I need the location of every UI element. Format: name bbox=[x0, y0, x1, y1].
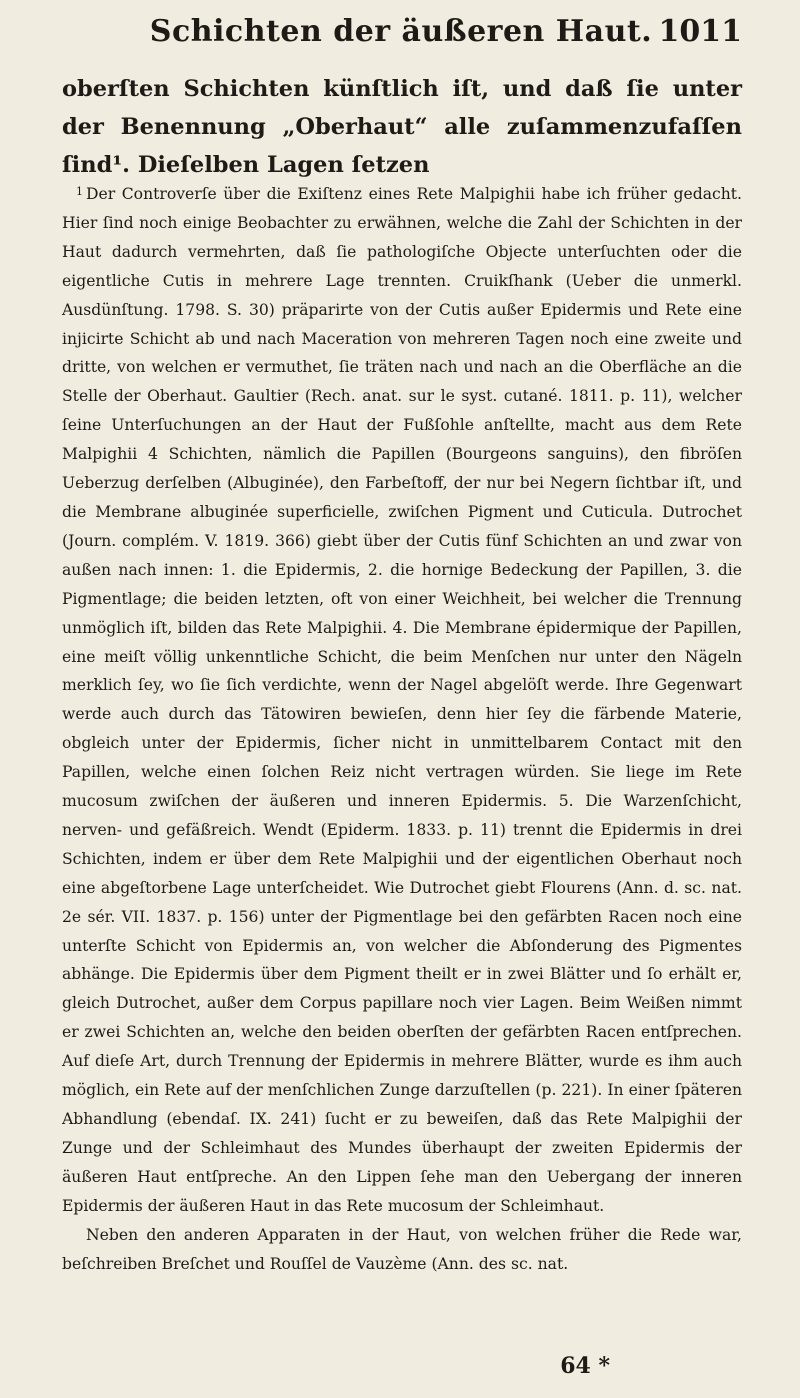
running-title: Schichten der äußeren Haut. bbox=[149, 14, 653, 49]
footnote-paragraph-2: Neben den anderen Apparaten in der Haut, von welchen früher die Rede war, beſchreiben Breſchet und Rouſſel de Vauzème (Ann. des sc. nat. bbox=[62, 1225, 742, 1273]
sheet-signature: 64 * bbox=[560, 1353, 610, 1379]
page-number: 1011 bbox=[658, 14, 742, 49]
footnote-paragraph-1: Der Controverſe über die Exiſtenz eines Rete Malpighii habe ich früher gedacht. Hier ſind noch einige Beobachter zu erwähnen, welche die Zahl der Schichten in der Haut dadurch vermehrten, daß ſie pathologiſche Objecte unterſuchten oder die eigentliche Cutis in mehrere Lage trennten. Cruikſhank (Ueber die unmerkl. Ausdünſtung. 1798. S. 30) präparirte von der Cutis außer Epidermis und Rete eine injicirte Schicht ab und nach Maceration von mehreren Tagen noch eine zweite und dritte, von welchen er vermuthet, ſie träten nach und nach an die Oberfläche an die Stelle der Oberhaut. Gaultier (Rech. anat. sur le syst. cutané. 1811. p. 11), welcher ſeine Unterſuchungen an der Haut der Fußſohle anſtellte, macht aus dem Rete Malpighii 4 Schichten, nämlich die Papillen (Bourgeons sanguins), den fibröſen Ueberzug derſelben (Albuginée), den Farbeſtoff, der nur bei Negern ſichtbar iſt, und die Membrane albuginée superficielle, zwiſchen Pigment und Cuticula. Dutrochet (Journ. complém. V. 1819. 366) giebt über der Cutis fünf Schichten an und zwar von außen nach innen: 1. die Epidermis, 2. die hornige Bedeckung der Papillen, 3. die Pigmentlage; die beiden letzten, oft von einer Weichheit, bei welcher die Trennung unmöglich iſt, bilden das Rete Malpighii. 4. Die Membrane épidermique der Papillen, eine meiſt völlig unkenntliche Schicht, die beim Menſchen nur unter den Nägeln merklich ſey, wo ſie ſich verdichte, wenn der Nagel abgelöſt werde. Ihre Gegenwart werde auch durch das Tätowiren bewieſen, denn hier ſey die färbende Materie, obgleich unter der Epidermis, ſicher nicht in unmittelbarem Contact mit den Papillen, welche einen ſolchen Reiz nicht vertragen würden. Sie liege im Rete mucosum zwiſchen der äußeren und inneren Epidermis. 5. Die Warzenſchicht, nerven- und gefäßreich. Wendt (Epiderm. 1833. p. 11) trennt die Epidermis in drei Schichten, indem er über dem Rete Malpighii und der eigentlichen Oberhaut noch eine abgeſtorbene Lage unterſcheidet. Wie Dutrochet giebt Flourens (Ann. d. sc. nat. 2e sér. VII. 1837. p. 156) unter der Pigmentlage bei den gefärbten Racen noch eine unterſte Schicht von Epidermis an, von welcher die Abſonderung des Pigmentes abhänge. Die Epidermis über dem Pigment theilt er in zwei Blätter und ſo erhält er, gleich Dutrochet, außer dem Corpus papillare noch vier Lagen. Beim Weißen nimmt er zwei Schichten an, welche den beiden oberſten der gefärbten Racen entſprechen. Auf dieſe Art, durch Trennung der Epidermis in mehrere Blätter, wurde es ihm auch möglich, ein Rete auf der menſchlichen Zunge darzuſtellen (p. 221). In einer ſpäteren Abhandlung (ebendaſ. IX. 241) ſucht er zu beweiſen, daß das Rete Malpighii der Zunge und der Schleimhaut des Mundes überhaupt der zweiten Epidermis der äußeren Haut entſpreche. An den Lippen ſehe man den Uebergang der inneren Epidermis der äußeren Haut in das Rete mucosum der Schleimhaut. bbox=[62, 185, 742, 1215]
footnote-marker: 1 bbox=[76, 185, 83, 198]
running-head bbox=[60, 14, 742, 54]
main-text: oberſten Schichten künſtlich iſt, und daß ſie unter der Benennung „Oberhaut“ alle zuſammenzufaſſen ſind¹. Dieſelben Lagen ſetzen bbox=[62, 76, 742, 178]
footnote bbox=[62, 178, 742, 1278]
